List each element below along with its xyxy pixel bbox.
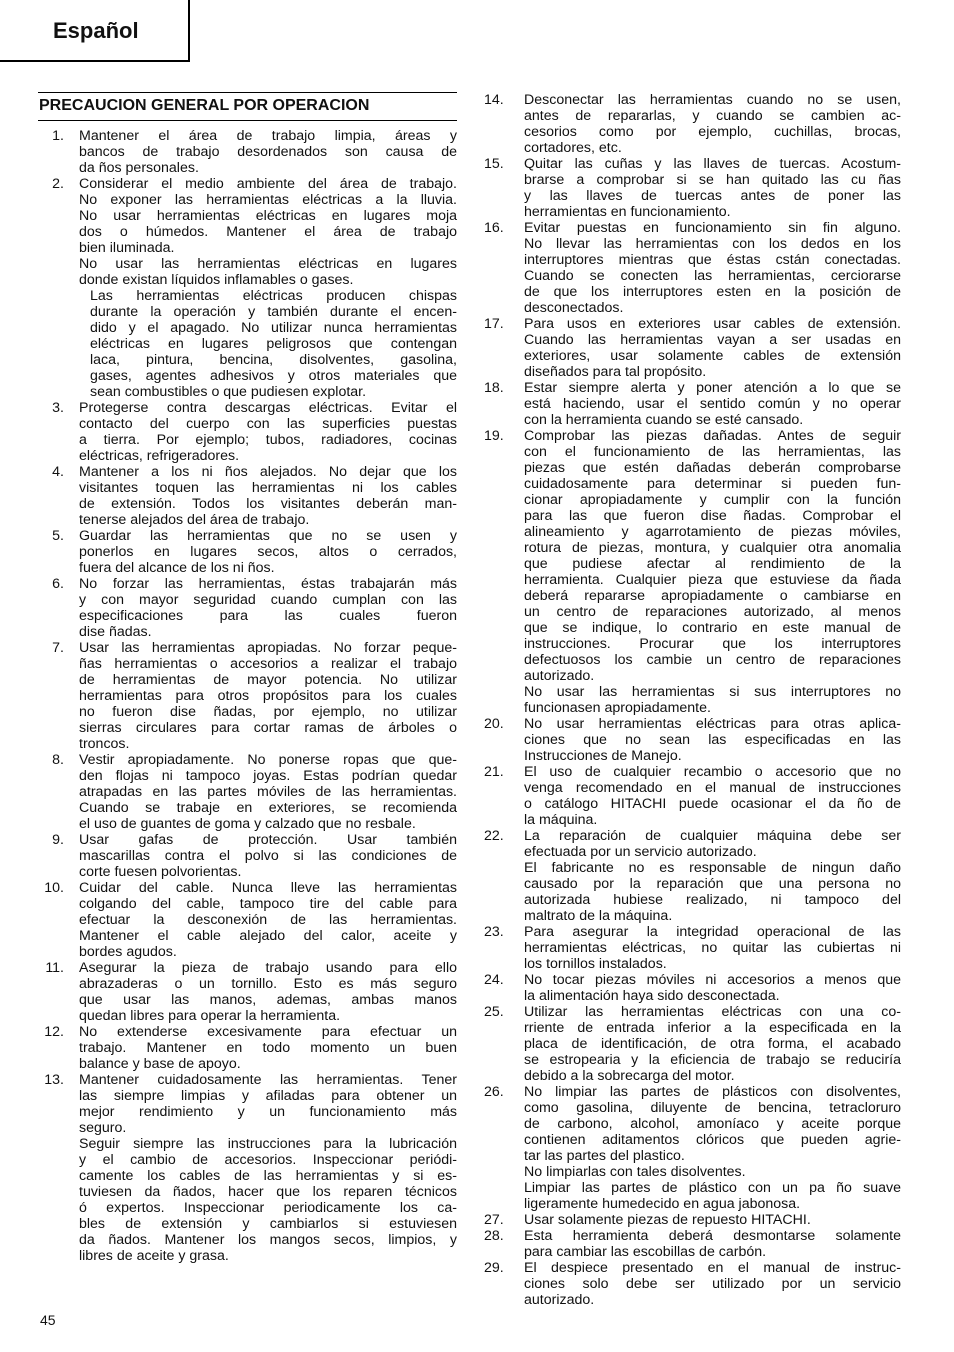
text-line: ponerlos en lugares secos, altos o cerrados, xyxy=(79,544,457,560)
list-item xyxy=(483,428,901,716)
list-item xyxy=(483,1004,901,1084)
text-line: El fabricante no es responsable de ningun daño xyxy=(524,860,901,876)
item-paragraph xyxy=(79,128,457,176)
text-line: que pudiese afectar al rendimiento de la xyxy=(524,556,901,572)
text-line: sean combustibles o que pudiesen explotar. xyxy=(90,384,367,400)
text-line: la máquina. xyxy=(524,812,598,828)
item-paragraph xyxy=(524,1228,901,1260)
text-line: Evitar puestas en funcionamiento sin fin alguno. xyxy=(524,220,901,236)
item-paragraph xyxy=(79,256,457,288)
text-line: exteriores, usar solamente cables de extensión xyxy=(524,348,901,364)
list-item xyxy=(483,1228,901,1260)
text-line: Mantener a los ni ños alejados. No dejar que los xyxy=(79,464,457,480)
text-line: defectuosos los cambie un centro de reparaciones xyxy=(524,652,901,668)
list-item xyxy=(38,1072,457,1264)
item-paragraph xyxy=(524,316,901,380)
text-line: la alimentación haya sido desconectada. xyxy=(524,988,780,1004)
text-line: mejor rendimiento y un funcionamiento más xyxy=(79,1104,457,1120)
item-paragraph xyxy=(79,752,457,832)
text-line: autorizado. xyxy=(524,668,595,684)
text-line: brarse a comprobar si se han quitado las cu ñas xyxy=(524,172,901,188)
item-paragraph xyxy=(524,428,901,684)
list-item xyxy=(38,176,457,400)
list-item xyxy=(483,1212,901,1228)
text-line: eléctricas en lugares peligrosos que contengan xyxy=(90,336,457,352)
text-line: Usar gafas de protección. Usar también xyxy=(79,832,457,848)
item-paragraph xyxy=(79,880,457,960)
item-number: 17. xyxy=(484,316,504,332)
text-line: tenerse alejados del área de trabajo. xyxy=(79,512,310,528)
list-item xyxy=(38,832,457,880)
text-line: den flojas ni tampoco joyas. Estas podrían quedar xyxy=(79,768,457,784)
item-paragraph xyxy=(524,1260,901,1308)
text-line: causado por la reparación que una persona no xyxy=(524,876,901,892)
list-item xyxy=(38,1024,457,1072)
item-number: 1. xyxy=(52,128,64,144)
left-column xyxy=(38,92,457,1264)
text-line: dos o húmedos. Mantener el área de trabajo xyxy=(79,224,457,240)
item-paragraph xyxy=(79,176,457,256)
text-line: o catálogo HITACHI puede ocasionar el da ño de xyxy=(524,796,901,812)
text-line: No forzar las herramientas, éstas trabajarán más xyxy=(79,576,457,592)
item-paragraph xyxy=(524,1180,901,1212)
text-line: No limpiarlas con tales disolventes. xyxy=(524,1164,746,1180)
text-line: placa de identificación, de otra forma, el acabado xyxy=(524,1036,901,1052)
language-label: Español xyxy=(53,18,139,43)
text-line: que se indique, lo contrario en este manual de xyxy=(524,620,901,636)
text-line: tuviesen da ñados, hacer que los reparen técnicos xyxy=(79,1184,457,1200)
list-item xyxy=(38,640,457,752)
text-line: Usar las herramientas apropiadas. No forzar peque- xyxy=(79,640,457,656)
text-line: para las que fueron dise ñadas. Comprobar el xyxy=(524,508,901,524)
item-paragraph xyxy=(79,640,457,752)
text-line: fuera del alcance de los ni ños. xyxy=(79,560,275,576)
text-line: autorizada hubiese realizado, ni tampoco del xyxy=(524,892,901,908)
text-line: No usar herramientas eléctricas para otras aplica- xyxy=(524,716,901,732)
text-line: colgando del cable, tampoco tire del cable para xyxy=(79,896,457,912)
text-line: cuidadosamente para determinar si pueden fun- xyxy=(524,476,901,492)
text-line: y el cambio de accesorios. Inspeccionar periódi- xyxy=(79,1152,457,1168)
item-paragraph xyxy=(524,716,901,764)
text-line: contacto del cuerpo con las superficies puestas xyxy=(79,416,457,432)
text-line: laca, pintura, bencina, disolventes, gasolina, xyxy=(90,352,457,368)
text-line: Usar solamente piezas de repuesto HITACHI. xyxy=(524,1212,811,1228)
text-line: dise ñadas. xyxy=(79,624,152,640)
text-line: autorizado. xyxy=(524,1292,595,1308)
text-line: No usar las herramientas eléctricas en lugares xyxy=(79,256,457,272)
list-item xyxy=(483,156,901,220)
text-line: interruptores mientras que éstas cstán conectadas. xyxy=(524,252,901,268)
item-number: 12. xyxy=(44,1024,64,1040)
text-line: Considerar el medio ambiente del área de trabajo. xyxy=(79,176,457,192)
text-line: Desconectar las herramientas cuando no se usen, xyxy=(524,92,901,108)
text-line: quedan libres para operar la herramienta. xyxy=(79,1008,341,1024)
list-item xyxy=(483,1084,901,1212)
text-line: piezas que estén dañadas deberán comprobarse xyxy=(524,460,901,476)
text-line: está haciendo, usar el sentido común y no operar xyxy=(524,396,901,412)
item-number: 2. xyxy=(52,176,64,192)
text-line: Para usos en exteriores usar cables de extensión. xyxy=(524,316,901,332)
item-number: 9. xyxy=(52,832,64,848)
text-line: herramienta. Cualquier pieza que estuviese da ñada xyxy=(524,572,901,588)
text-line: rotura de piezas, montura, y cualquier otra anomalia xyxy=(524,540,901,556)
item-paragraph xyxy=(524,92,901,156)
text-line: mascarillas contra el polvo si las condiciones de xyxy=(79,848,457,864)
list-item xyxy=(483,316,901,380)
text-line: con el funcionamiento de las herramientas, las xyxy=(524,444,901,460)
text-line: alineamiento y agarrotamiento de piezas móviles, xyxy=(524,524,901,540)
text-line: Limpiar las partes de plástico con un pa ño suave xyxy=(524,1180,901,1196)
text-line: ligeramente humedecido en agua jabonosa. xyxy=(524,1196,801,1212)
list-item xyxy=(38,880,457,960)
text-line: Cuando se trabaje en exteriores, se recomienda xyxy=(79,800,457,816)
text-line: ñas herramientas o accesorios a realizar el trabajo xyxy=(79,656,457,672)
item-number: 19. xyxy=(484,428,504,444)
list-item xyxy=(38,528,457,576)
item-number: 14. xyxy=(484,92,504,108)
text-line: camente los cables de las herramientas y si es- xyxy=(79,1168,457,1184)
text-line: No llevar las herramientas con los dedos en los xyxy=(524,236,901,252)
item-paragraph xyxy=(79,960,457,1024)
text-line: funcionasen apropiadamente. xyxy=(524,700,711,716)
text-line: tar las partes del plastico. xyxy=(524,1148,685,1164)
item-paragraph xyxy=(79,576,457,640)
item-paragraph xyxy=(524,860,901,924)
list-item xyxy=(483,92,901,156)
item-number: 13. xyxy=(44,1072,64,1088)
text-line: Mantener cuidadosamente las herramientas. Tener xyxy=(79,1072,457,1088)
text-line: debido a la sobrecarga del motor. xyxy=(524,1068,735,1084)
text-line: eléctricas, refrigeradores. xyxy=(79,448,240,464)
text-line: herramientas para otros propósitos para los cuales xyxy=(79,688,457,704)
item-paragraph xyxy=(524,220,901,316)
text-line: No usar herramientas eléctricas en lugares moja xyxy=(79,208,457,224)
text-line: Mantener el cable alejado del calor, aceite y xyxy=(79,928,457,944)
item-paragraph xyxy=(524,156,901,220)
text-line: ó expertos. Inspeccionar periodicamente los ca- xyxy=(79,1200,457,1216)
list-item xyxy=(38,128,457,176)
list-item xyxy=(38,960,457,1024)
text-line: Estar siempre alerta y poner atención a lo que se xyxy=(524,380,901,396)
text-line: No exponer las herramientas eléctricas a la lluvia. xyxy=(79,192,457,208)
text-line: dido y el apagado. No utilizar nunca herramientas xyxy=(90,320,457,336)
text-line: Quitar las cuñas y las llaves de tuercas. Acostum- xyxy=(524,156,901,172)
text-line: de carbono, alcohol, amoníaco y aceite porque xyxy=(524,1116,901,1132)
item-number: 24. xyxy=(484,972,504,988)
text-line: para cambiar las escobillas de carbón. xyxy=(524,1244,767,1260)
item-paragraph xyxy=(524,380,901,428)
text-line: balance y base de apoyo. xyxy=(79,1056,241,1072)
text-line: troncos. xyxy=(79,736,130,752)
text-line: atrapadas en las partes móviles de las herramientas. xyxy=(79,784,457,800)
text-line: visitantes toquen las herramientas ni los cables xyxy=(79,480,457,496)
text-line: No limpiar las partes de plásticos con disolventes, xyxy=(524,1084,901,1100)
item-number: 15. xyxy=(484,156,504,172)
item-number: 4. xyxy=(52,464,64,480)
list-item xyxy=(483,220,901,316)
text-line: venga recomendado en el manual de instrucciones xyxy=(524,780,901,796)
text-line: con la herramienta cuando se esté cansado. xyxy=(524,412,804,428)
list-item xyxy=(483,1260,901,1308)
text-line: cionar apropiadamente y cumplir con la función xyxy=(524,492,901,508)
text-line: como gasolina, diluyente de bencina, tetracloruro xyxy=(524,1100,901,1116)
text-line: Cuando las herramientas vayan a ser usadas en xyxy=(524,332,901,348)
text-line: herramientas en funcionamiento. xyxy=(524,204,731,220)
item-paragraph xyxy=(79,1024,457,1072)
text-line: Utilizar las herramientas eléctricas con una co- xyxy=(524,1004,901,1020)
list-item xyxy=(483,828,901,924)
text-line: Protegerse contra descargas eléctricas. Evitar el xyxy=(79,400,457,416)
text-line: instrucciones. Procurar que los interruptores xyxy=(524,636,901,652)
text-line: durante la operación y también durante el encen- xyxy=(90,304,457,320)
item-paragraph xyxy=(524,924,901,972)
text-line: los tornillos instalados. xyxy=(524,956,667,972)
text-line: Para asegurar la integridad operacional de las xyxy=(524,924,901,940)
item-number: 27. xyxy=(484,1212,504,1228)
text-line: el uso de guantes de goma y calzado que no resbale. xyxy=(79,816,416,832)
item-paragraph xyxy=(524,1212,901,1228)
item-number: 16. xyxy=(484,220,504,236)
text-line: Cuando se conecten las herramientas, cerciorarse xyxy=(524,268,901,284)
precaution-list-left xyxy=(38,128,457,1264)
item-paragraph xyxy=(524,1004,901,1084)
text-line: ciones que no sean las especificadas en las xyxy=(524,732,901,748)
list-item xyxy=(38,576,457,640)
item-number: 20. xyxy=(484,716,504,732)
text-line: de extensión. Todos los visitantes deberán man- xyxy=(79,496,457,512)
text-line: donde existan líquidos inflamables o gases. xyxy=(79,272,354,288)
text-line: herramientas eléctricas, no quitar las cubiertas ni xyxy=(524,940,901,956)
text-line: cesorios como por ejemplo, cuchillas, brocas, xyxy=(524,124,901,140)
text-line: No usar las herramientas si sus interruptores no xyxy=(524,684,901,700)
item-paragraph xyxy=(79,528,457,576)
text-line: libres de aceite y grasa. xyxy=(79,1248,229,1264)
text-line: sierras circulares para cortar ramas de árboles o xyxy=(79,720,457,736)
text-line: que usar las manos, ademas, ambas manos xyxy=(79,992,457,1008)
text-line: Vestir apropiadamente. No ponerse ropas que que- xyxy=(79,752,457,768)
text-line: ciones solo debe ser utilizado por un servicio xyxy=(524,1276,901,1292)
text-line: cortadores, etc. xyxy=(524,140,622,156)
text-line: Instrucciones de Manejo. xyxy=(524,748,682,764)
list-item xyxy=(483,972,901,1004)
text-line: a tierra. Por ejemplo; tubos, radiadores, cocinas xyxy=(79,432,457,448)
item-number: 8. xyxy=(52,752,64,768)
text-line: efectuar la desconexión de las herramientas. xyxy=(79,912,457,928)
text-line: Las herramientas eléctricas producen chispas xyxy=(90,288,457,304)
item-paragraph xyxy=(524,972,901,1004)
text-line: No tocar piezas móviles ni accesorios a menos que xyxy=(524,972,901,988)
list-item xyxy=(483,716,901,764)
text-line: desconectados. xyxy=(524,300,624,316)
section-title: PRECAUCION GENERAL POR OPERACION xyxy=(38,92,457,121)
text-line: La reparación de cualquier máquina debe ser xyxy=(524,828,901,844)
text-line: bordes agudos. xyxy=(79,944,177,960)
text-line: un centro de reparaciones autorizado, al menos xyxy=(524,604,901,620)
item-number: 25. xyxy=(484,1004,504,1020)
item-number: 18. xyxy=(484,380,504,396)
text-line: diseñados para tal propósito. xyxy=(524,364,707,380)
item-number: 7. xyxy=(52,640,64,656)
text-line: de herramientas de mayor potencia. No utilizar xyxy=(79,672,457,688)
text-line: Comprobar las piezas dañadas. Antes de seguir xyxy=(524,428,901,444)
text-line: da ños personales. xyxy=(79,160,199,176)
text-line: bancos de trabajo desordenados son causa de xyxy=(79,144,457,160)
text-line: se estropearia y la eficiencia de trabajo se reduciría xyxy=(524,1052,901,1068)
text-line: Asegurar la pieza de trabajo usando para ello xyxy=(79,960,457,976)
item-paragraph xyxy=(524,1084,901,1164)
text-line: contienen aditamentos clóricos que pueden agrie- xyxy=(524,1132,901,1148)
text-line: bien iluminada. xyxy=(79,240,175,256)
text-line: y con mayor seguridad cuando cumplan con las xyxy=(79,592,457,608)
text-line: Guardar las herramientas que no se usen y xyxy=(79,528,457,544)
item-paragraph xyxy=(524,1164,901,1180)
text-line: trabajo. Mantener en todo momento un buen xyxy=(79,1040,457,1056)
text-line: abrazaderas o un tornillo. Esto es más seguro xyxy=(79,976,457,992)
item-number: 26. xyxy=(484,1084,504,1100)
item-paragraph xyxy=(79,400,457,464)
text-line: El despiece presentado en el manual de instruc- xyxy=(524,1260,901,1276)
text-line: efectuada por un servicio autorizado. xyxy=(524,844,757,860)
item-number: 21. xyxy=(484,764,504,780)
text-line: maltrato de la máquina. xyxy=(524,908,673,924)
text-line: seguro. xyxy=(79,1120,127,1136)
text-line: deberá repararse apropiadamente o cambiarse en xyxy=(524,588,901,604)
text-line: El uso de cualquier recambio o accesorio que no xyxy=(524,764,901,780)
text-line: Cuidar del cable. Nunca lleve las herramientas xyxy=(79,880,457,896)
item-number: 11. xyxy=(45,960,64,976)
text-line: de que los interruptores esten en la posición de xyxy=(524,284,901,300)
list-item xyxy=(38,752,457,832)
item-number: 5. xyxy=(52,528,64,544)
item-number: 22. xyxy=(484,828,504,844)
text-line: no fueron dise ñadas, por ejemplo, no utilizar xyxy=(79,704,457,720)
item-paragraph xyxy=(524,684,901,716)
item-number: 3. xyxy=(52,400,64,416)
text-line: Esta herramienta deberá desmontarse solamente xyxy=(524,1228,901,1244)
item-paragraph xyxy=(524,764,901,828)
list-item xyxy=(483,764,901,828)
language-tab xyxy=(0,0,190,62)
page-number: 45 xyxy=(40,1312,56,1328)
list-item xyxy=(38,400,457,464)
text-line: gases, agentes adhesivos y otros materiales que xyxy=(90,368,457,384)
precaution-list-right xyxy=(483,92,901,1308)
text-line: las siempre limpias y afiladas para obtener un xyxy=(79,1088,457,1104)
right-column xyxy=(483,92,901,1308)
text-line: da ñados. Mantener los mangos secos, limpios, y xyxy=(79,1232,457,1248)
item-number: 28. xyxy=(484,1228,504,1244)
text-line: y las llaves de tuercas antes de poner las xyxy=(524,188,901,204)
text-line: corte fuesen polvorientas. xyxy=(79,864,242,880)
item-paragraph xyxy=(79,832,457,880)
text-line: bles de extensión y cambiarlos si estuviesen xyxy=(79,1216,457,1232)
list-item xyxy=(38,464,457,528)
item-number: 6. xyxy=(52,576,64,592)
item-number: 29. xyxy=(484,1260,504,1276)
text-line: especificaciones para las cuales fueron xyxy=(79,608,457,624)
list-item xyxy=(483,380,901,428)
item-paragraph xyxy=(79,1136,457,1264)
item-paragraph xyxy=(79,464,457,528)
item-number: 23. xyxy=(484,924,504,940)
item-paragraph xyxy=(79,288,457,400)
item-number: 10. xyxy=(44,880,64,896)
text-line: antes de repararlas, y cuando se cambien ac- xyxy=(524,108,901,124)
text-line: rriente de entrada inferior a la especificada en la xyxy=(524,1020,901,1036)
text-line: No extenderse excesivamente para efectuar un xyxy=(79,1024,457,1040)
item-paragraph xyxy=(524,828,901,860)
item-paragraph xyxy=(79,1072,457,1136)
text-line: Seguir siempre las instrucciones para la lubricación xyxy=(79,1136,457,1152)
list-item xyxy=(483,924,901,972)
text-line: Mantener el área de trabajo limpia, áreas y xyxy=(79,128,457,144)
